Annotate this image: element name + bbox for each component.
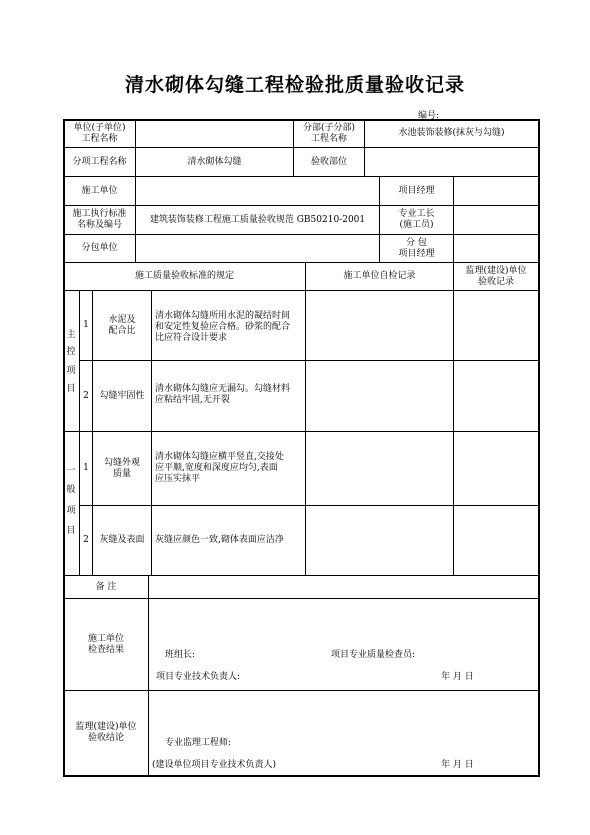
main-item-supervision[interactable] [454,361,538,431]
column-header-spec: 施工质量验收标准的规定 [134,271,234,281]
project-manager-label: 项目经理 [398,185,435,196]
quality-inspector-label: 项目专业质量检查员: [331,650,416,660]
item-project-value[interactable]: 清水砌体勾缝 [187,156,242,167]
general-item-self-check[interactable] [306,432,453,505]
subcontract-unit-label: 分包单位 [81,243,118,253]
standard-label: 施工执行标准 名称及编号 [72,209,127,230]
unit-project-label: 单位(子单位) 工程名称 [73,122,126,144]
col-divider [151,290,152,575]
supervising-engineer-label: 专业监理工程师: [165,738,232,748]
group-char: 项 [66,366,76,376]
table-border-bottom [63,775,540,777]
construction-unit-label: 施工单位 [81,185,118,196]
remarks-label: 备 注 [95,581,117,592]
general-item-description: 清水砌体勾缝应横平竖直,交接处 应平顺,宽度和深度应均匀,表面 应压实抹平 [155,452,284,484]
group-char: 般 [66,485,76,495]
serial-number-label: 编号: [418,111,440,121]
acceptance-part-label: 验收部位 [310,156,347,167]
col-divider [148,575,149,775]
general-item-self-check[interactable] [306,506,453,575]
group-char: 目 [66,384,76,394]
sub-project-label: 分部(子分部) 工程名称 [302,122,356,144]
main-item-self-check[interactable] [306,361,453,431]
team-leader-label: 班组长: [165,650,196,660]
construction-check-label: 施工单位 检查结果 [87,633,124,655]
tech-lead-label: 项目专业技术负责人: [156,672,241,682]
foreman-label: 专业工长 (施工员) [398,209,435,230]
acceptance-part-value[interactable] [365,148,538,176]
general-item-name: 灰缝及表面 [99,535,145,545]
item-project-label: 分项工程名称 [72,156,127,167]
main-item-description: 清水砌体勾缝应无漏勾。勾缝材料 应粘结牢固,无开裂 [155,384,291,405]
group-char: 一 [66,466,76,476]
general-item-number: 1 [83,463,89,473]
project-manager-value[interactable] [454,177,538,205]
general-item-description: 灰缝应颜色一致,砌体表面应洁净 [155,535,284,545]
main-item-description: 清水砌体勾缝所用水泥的凝结时间 和安定性复验应合格。砂浆的配合 比应符合设计要求 [155,311,291,343]
general-item-number: 2 [83,535,89,545]
subcontract-unit-value[interactable] [136,235,379,262]
construction-check-date: 年 月 日 [441,672,474,682]
remarks-value[interactable] [149,576,538,598]
column-header-self-check: 施工单位自检记录 [343,271,416,281]
main-item-name: 水泥及 配合比 [108,314,136,336]
group-char: 项 [66,506,76,516]
column-header-supervision: 监理(建设)单位 验收记录 [465,265,527,287]
unit-project-value[interactable] [136,120,293,147]
group-char: 主 [66,330,76,340]
table-border-right [538,119,540,776]
main-item-number: 2 [83,390,89,401]
foreman-value[interactable] [454,206,538,234]
group-char: 目 [66,526,76,536]
main-item-self-check[interactable] [306,291,453,360]
general-item-name: 勾缝外观 质量 [103,457,140,479]
owner-tech-lead-label: (建设单位项目专业技术负责人) [152,760,277,770]
construction-unit-value[interactable] [136,177,379,205]
standard-value[interactable]: 建筑装饰装修工程施工质量验收规范 GB50210-2001 [149,214,366,225]
general-item-supervision[interactable] [454,506,538,575]
supervision-conclusion-label: 监理(建设)单位 验收结论 [75,722,137,743]
subcontract-manager-label: 分 包 项目经理 [398,237,435,259]
main-item-supervision[interactable] [454,291,538,360]
page-title: 清水砌体勾缝工程检验批质量验收记录 [124,74,465,96]
sub-project-value[interactable]: 水池装饰装修(抹灰与勾缝) [398,128,505,138]
main-item-number: 1 [83,320,89,330]
subcontract-manager-value[interactable] [454,235,538,262]
main-item-name: 勾缝牢固性 [99,390,145,401]
general-item-supervision[interactable] [454,432,538,505]
supervision-conclusion-date: 年 月 日 [441,760,474,770]
group-char: 控 [66,347,76,357]
